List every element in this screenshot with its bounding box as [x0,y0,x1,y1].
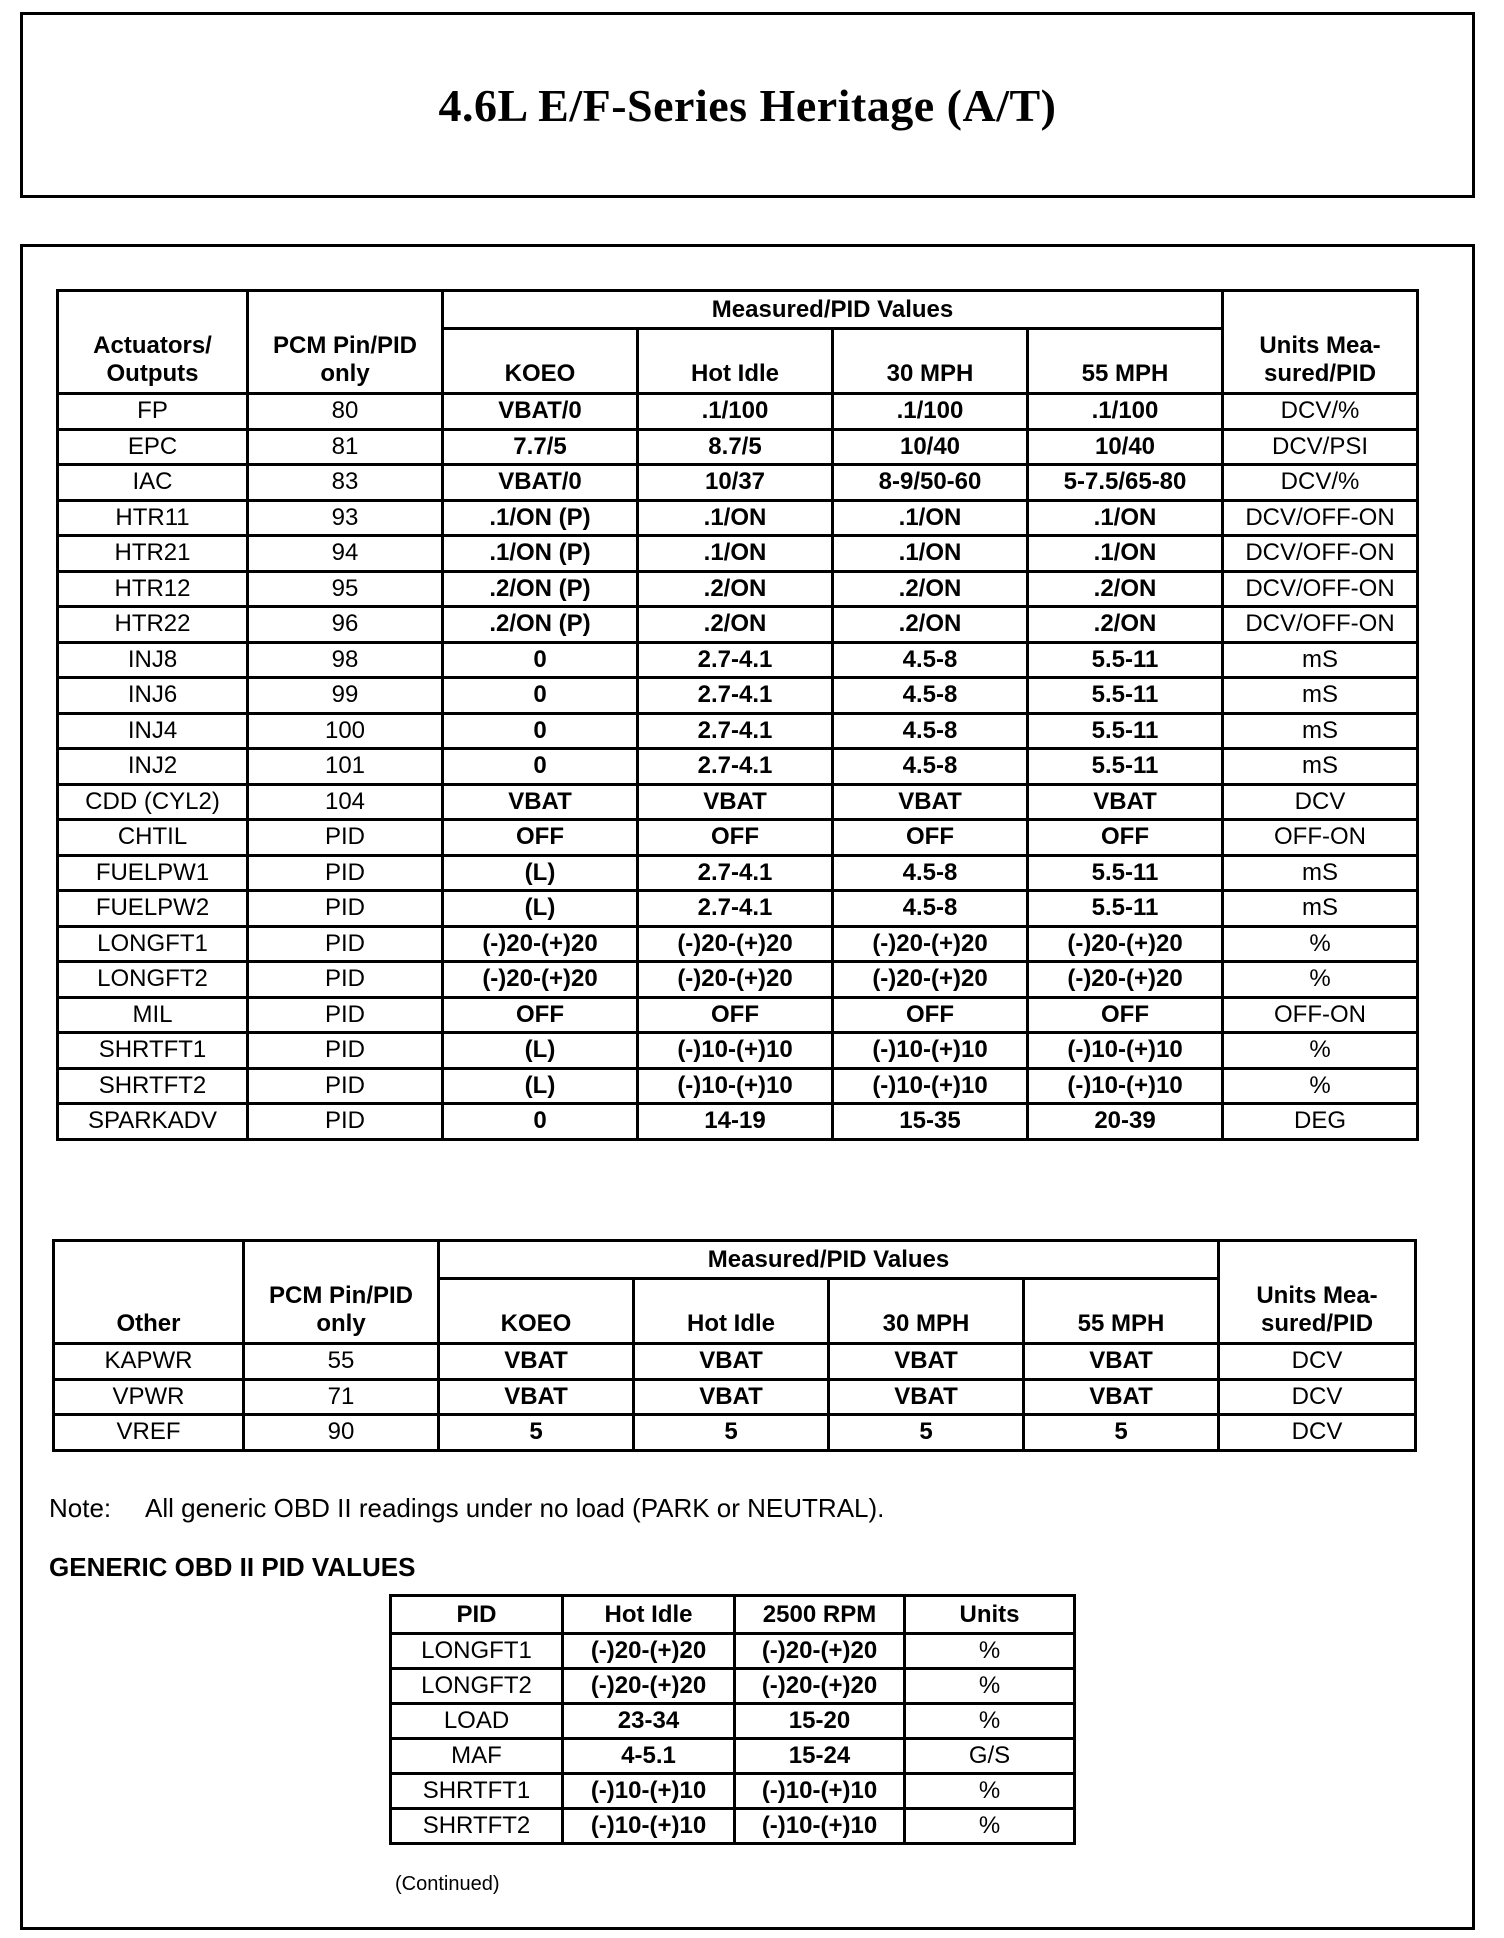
table-row [391,1774,1075,1809]
table-cell: DCV [1223,784,1418,820]
table-row [58,820,1418,856]
table-cell: .1/ON [1028,536,1223,572]
table-row [58,749,1418,785]
table-cell: DCV/OFF-ON [1223,571,1418,607]
table-cell: 80 [248,394,443,430]
table-cell: % [1223,926,1418,962]
table-cell: (-)20-(+)20 [1028,962,1223,998]
table-row [58,536,1418,572]
table-cell: .1/100 [638,394,833,430]
table-row [391,1809,1075,1844]
table-cell: 4.5-8 [833,713,1028,749]
table-row [58,465,1418,501]
note-label: Note: [49,1493,112,1523]
table-cell: OFF [443,820,638,856]
table-cell: (-)10-(+)10 [833,1068,1028,1104]
table-cell: 81 [248,429,443,465]
table-cell: % [905,1774,1075,1809]
table-cell: FUELPW2 [58,891,248,927]
table-cell: % [905,1704,1075,1739]
table-cell: (-)20-(+)20 [563,1669,735,1704]
table-cell: 95 [248,571,443,607]
table-cell: HTR12 [58,571,248,607]
table-cell: 4.5-8 [833,749,1028,785]
table-cell: OFF [638,820,833,856]
table-cell: .1/100 [833,394,1028,430]
table-cell: VREF [54,1415,244,1451]
table-row [391,1704,1075,1739]
table-cell: VBAT [829,1379,1024,1415]
other-table [52,1239,1417,1452]
table-cell: % [1223,1033,1418,1069]
table-cell: .2/ON [833,607,1028,643]
table-cell: (-)20-(+)20 [638,926,833,962]
table-cell: (L) [443,891,638,927]
table-row [58,500,1418,536]
header-hot-idle: Hot Idle [638,329,833,394]
table-cell: OFF-ON [1223,997,1418,1033]
table-cell: % [905,1634,1075,1669]
table-cell: SHRTFT2 [391,1809,563,1844]
note [49,1493,884,1524]
header-units: Units Mea-sured/PID [1219,1241,1416,1344]
table-cell: (-)10-(+)10 [735,1774,905,1809]
table-cell: DCV/PSI [1223,429,1418,465]
table-cell: VBAT [1024,1379,1219,1415]
header-pcm-pin: PCM Pin/PID only [244,1241,439,1344]
table-cell: mS [1223,642,1418,678]
table-cell: 5 [439,1415,634,1451]
table-cell: PID [248,926,443,962]
table-cell: 101 [248,749,443,785]
table-row [54,1379,1416,1415]
table-cell: .2/ON (P) [443,607,638,643]
table-cell: .2/ON [638,607,833,643]
table-cell: (-)10-(+)10 [638,1033,833,1069]
table-cell: (-)10-(+)10 [1028,1068,1223,1104]
header-30-mph: 30 MPH [829,1279,1024,1344]
table-cell: 5.5-11 [1028,855,1223,891]
table-cell: .2/ON (P) [443,571,638,607]
table-cell: HTR11 [58,500,248,536]
table-cell: % [905,1669,1075,1704]
table-cell: VPWR [54,1379,244,1415]
table-row [58,394,1418,430]
table-row [54,1415,1416,1451]
table-row [58,891,1418,927]
table-cell: .2/ON [1028,607,1223,643]
table-cell: DEG [1223,1104,1418,1140]
table-cell: VBAT [833,784,1028,820]
table-cell: CHTIL [58,820,248,856]
table-cell: .1/ON [1028,500,1223,536]
table-cell: DCV/% [1223,394,1418,430]
note-text: All generic OBD II readings under no load (PARK or NEUTRAL). [145,1493,885,1523]
table-cell: VBAT [1028,784,1223,820]
table-cell: .1/ON [638,500,833,536]
table-cell: HTR21 [58,536,248,572]
table-cell: OFF-ON [1223,820,1418,856]
table-row [58,429,1418,465]
table-cell: 55 [244,1344,439,1380]
table-cell: VBAT [634,1344,829,1380]
table-cell: LONGFT1 [391,1634,563,1669]
table-cell: .1/ON [638,536,833,572]
table-cell: 5 [829,1415,1024,1451]
table-cell: 0 [443,1104,638,1140]
table-cell: VBAT/0 [443,465,638,501]
table-cell: PID [248,962,443,998]
table-cell: (-)10-(+)10 [735,1809,905,1844]
header-55-mph: 55 MPH [1024,1279,1219,1344]
table-cell: 104 [248,784,443,820]
table-cell: 5.5-11 [1028,891,1223,927]
table-cell: VBAT [638,784,833,820]
table-cell: 15-20 [735,1704,905,1739]
table-cell: G/S [905,1739,1075,1774]
header-measured-values: Measured/PID Values [443,291,1223,329]
header-other: Other [54,1241,244,1344]
header-koeo: KOEO [439,1279,634,1344]
table-cell: PID [248,1104,443,1140]
table-cell: 4.5-8 [833,855,1028,891]
table-cell: FUELPW1 [58,855,248,891]
table-cell: 2.7-4.1 [638,713,833,749]
table-row [58,855,1418,891]
table-cell: .1/ON (P) [443,536,638,572]
table-cell: 71 [244,1379,439,1415]
table-cell: (-)20-(+)20 [638,962,833,998]
table-cell: 15-24 [735,1739,905,1774]
table-cell: INJ2 [58,749,248,785]
table-cell: (-)20-(+)20 [833,962,1028,998]
table-cell: 4.5-8 [833,678,1028,714]
table-cell: mS [1223,891,1418,927]
generic-obd-table [389,1594,1076,1845]
table-cell: mS [1223,713,1418,749]
obd-heading: GENERIC OBD II PID VALUES [49,1552,416,1582]
table-cell: (-)10-(+)10 [833,1033,1028,1069]
table-cell: CDD (CYL2) [58,784,248,820]
actuators-table [56,289,1419,1141]
table-row [391,1669,1075,1704]
table-cell: VBAT/0 [443,394,638,430]
table-cell: SHRTFT1 [391,1774,563,1809]
table-cell: 0 [443,749,638,785]
table-row [391,1634,1075,1669]
table-row [58,784,1418,820]
table-cell: 90 [244,1415,439,1451]
table-cell: EPC [58,429,248,465]
table-cell: mS [1223,749,1418,785]
table-cell: % [1223,1068,1418,1104]
table-cell: DCV/OFF-ON [1223,500,1418,536]
table-cell: SHRTFT1 [58,1033,248,1069]
table-cell: .1/ON (P) [443,500,638,536]
table-cell: 10/37 [638,465,833,501]
table-cell: 0 [443,713,638,749]
table-cell: IAC [58,465,248,501]
table-cell: 14-19 [638,1104,833,1140]
table-cell: OFF [833,820,1028,856]
table-cell: VBAT [439,1379,634,1415]
table-cell: PID [248,997,443,1033]
table-cell: 0 [443,678,638,714]
header-units: Units [905,1596,1075,1634]
table-cell: 15-35 [833,1104,1028,1140]
table-cell: 100 [248,713,443,749]
table-cell: PID [248,855,443,891]
table-cell: 93 [248,500,443,536]
table-cell: DCV/% [1223,465,1418,501]
table-cell: .2/ON [1028,571,1223,607]
table-cell: SPARKADV [58,1104,248,1140]
table-cell: 94 [248,536,443,572]
table-row [58,926,1418,962]
table-cell: INJ8 [58,642,248,678]
continued-label: (Continued) [395,1873,500,1895]
table-cell: DCV [1219,1415,1416,1451]
table-cell: (-)10-(+)10 [638,1068,833,1104]
table-cell: (-)20-(+)20 [443,926,638,962]
table-cell: OFF [833,997,1028,1033]
table-cell: (-)20-(+)20 [1028,926,1223,962]
header-55-mph: 55 MPH [1028,329,1223,394]
table-cell: 2.7-4.1 [638,749,833,785]
table-row [58,1033,1418,1069]
table-cell: DCV [1219,1344,1416,1380]
table-cell: (L) [443,855,638,891]
table-cell: INJ6 [58,678,248,714]
title-box [20,12,1475,198]
table-cell: PID [248,1068,443,1104]
table-cell: VBAT [829,1344,1024,1380]
table-cell: 99 [248,678,443,714]
table-cell: OFF [443,997,638,1033]
table-row [58,1104,1418,1140]
table-cell: 10/40 [1028,429,1223,465]
page-title: 4.6L E/F-Series Heritage (A/T) [438,79,1057,131]
table-cell: 2.7-4.1 [638,678,833,714]
table-cell: DCV [1219,1379,1416,1415]
table-cell: OFF [638,997,833,1033]
table-row [58,1068,1418,1104]
table-cell: .1/ON [833,536,1028,572]
table-cell: (-)10-(+)10 [563,1774,735,1809]
table-cell: mS [1223,678,1418,714]
header-units: Units Mea-sured/PID [1223,291,1418,394]
header-30-mph: 30 MPH [833,329,1028,394]
table-cell: 8-9/50-60 [833,465,1028,501]
table-cell: VBAT [439,1344,634,1380]
table-cell: LONGFT2 [58,962,248,998]
table-cell: 5.5-11 [1028,642,1223,678]
table-row [54,1344,1416,1380]
table-cell: (-)20-(+)20 [833,926,1028,962]
table-cell: 2.7-4.1 [638,855,833,891]
table-row [58,997,1418,1033]
table-cell: MIL [58,997,248,1033]
header-2500-rpm: 2500 RPM [735,1596,905,1634]
header-hot-idle: Hot Idle [563,1596,735,1634]
table-cell: mS [1223,855,1418,891]
table-cell: INJ4 [58,713,248,749]
table-cell: 7.7/5 [443,429,638,465]
table-cell: 23-34 [563,1704,735,1739]
table-cell: 5.5-11 [1028,678,1223,714]
table-cell: (-)20-(+)20 [735,1634,905,1669]
table-cell: (L) [443,1068,638,1104]
table-cell: LONGFT1 [58,926,248,962]
table-cell: 2.7-4.1 [638,642,833,678]
table-row [58,571,1418,607]
table-cell: 10/40 [833,429,1028,465]
header-actuators-outputs: Actuators/ Outputs [58,291,248,394]
table-cell: FP [58,394,248,430]
table-cell: OFF [1028,997,1223,1033]
table-cell: (-)20-(+)20 [735,1669,905,1704]
table-cell: PID [248,820,443,856]
header-pcm-pin: PCM Pin/PID only [248,291,443,394]
table-cell: 98 [248,642,443,678]
table-cell: .2/ON [833,571,1028,607]
table-cell: 2.7-4.1 [638,891,833,927]
header-hot-idle: Hot Idle [634,1279,829,1344]
table-cell: HTR22 [58,607,248,643]
table-cell: .1/100 [1028,394,1223,430]
table-cell: DCV/OFF-ON [1223,536,1418,572]
table-cell: .2/ON [638,571,833,607]
table-cell: (L) [443,1033,638,1069]
table-cell: PID [248,1033,443,1069]
table-cell: 4.5-8 [833,642,1028,678]
table-cell: 8.7/5 [638,429,833,465]
table-cell: 5-7.5/65-80 [1028,465,1223,501]
table-cell: 5.5-11 [1028,713,1223,749]
table-cell: 4-5.1 [563,1739,735,1774]
table-cell: 5 [1024,1415,1219,1451]
table-row [58,642,1418,678]
table-cell: 20-39 [1028,1104,1223,1140]
table-cell: % [1223,962,1418,998]
table-cell: VBAT [634,1379,829,1415]
table-cell: DCV/OFF-ON [1223,607,1418,643]
table-cell: MAF [391,1739,563,1774]
table-cell: KAPWR [54,1344,244,1380]
table-cell: VBAT [1024,1344,1219,1380]
table-cell: (-)10-(+)10 [563,1809,735,1844]
table-cell: 5.5-11 [1028,749,1223,785]
table-cell: OFF [1028,820,1223,856]
table-cell: 83 [248,465,443,501]
table-cell: 0 [443,642,638,678]
table-cell: LONGFT2 [391,1669,563,1704]
table-cell: 5 [634,1415,829,1451]
table-cell: 96 [248,607,443,643]
table-cell: (-)20-(+)20 [443,962,638,998]
table-row [58,962,1418,998]
table-cell: (-)20-(+)20 [563,1634,735,1669]
table-cell: VBAT [443,784,638,820]
table-cell: .1/ON [833,500,1028,536]
table-cell: LOAD [391,1704,563,1739]
table-row [391,1739,1075,1774]
table-cell: PID [248,891,443,927]
header-koeo: KOEO [443,329,638,394]
header-pid: PID [391,1596,563,1634]
table-cell: % [905,1809,1075,1844]
header-measured-values: Measured/PID Values [439,1241,1219,1279]
table-row [58,607,1418,643]
table-cell: SHRTFT2 [58,1068,248,1104]
table-cell: (-)10-(+)10 [1028,1033,1223,1069]
table-cell: 4.5-8 [833,891,1028,927]
table-row [58,713,1418,749]
table-row [58,678,1418,714]
